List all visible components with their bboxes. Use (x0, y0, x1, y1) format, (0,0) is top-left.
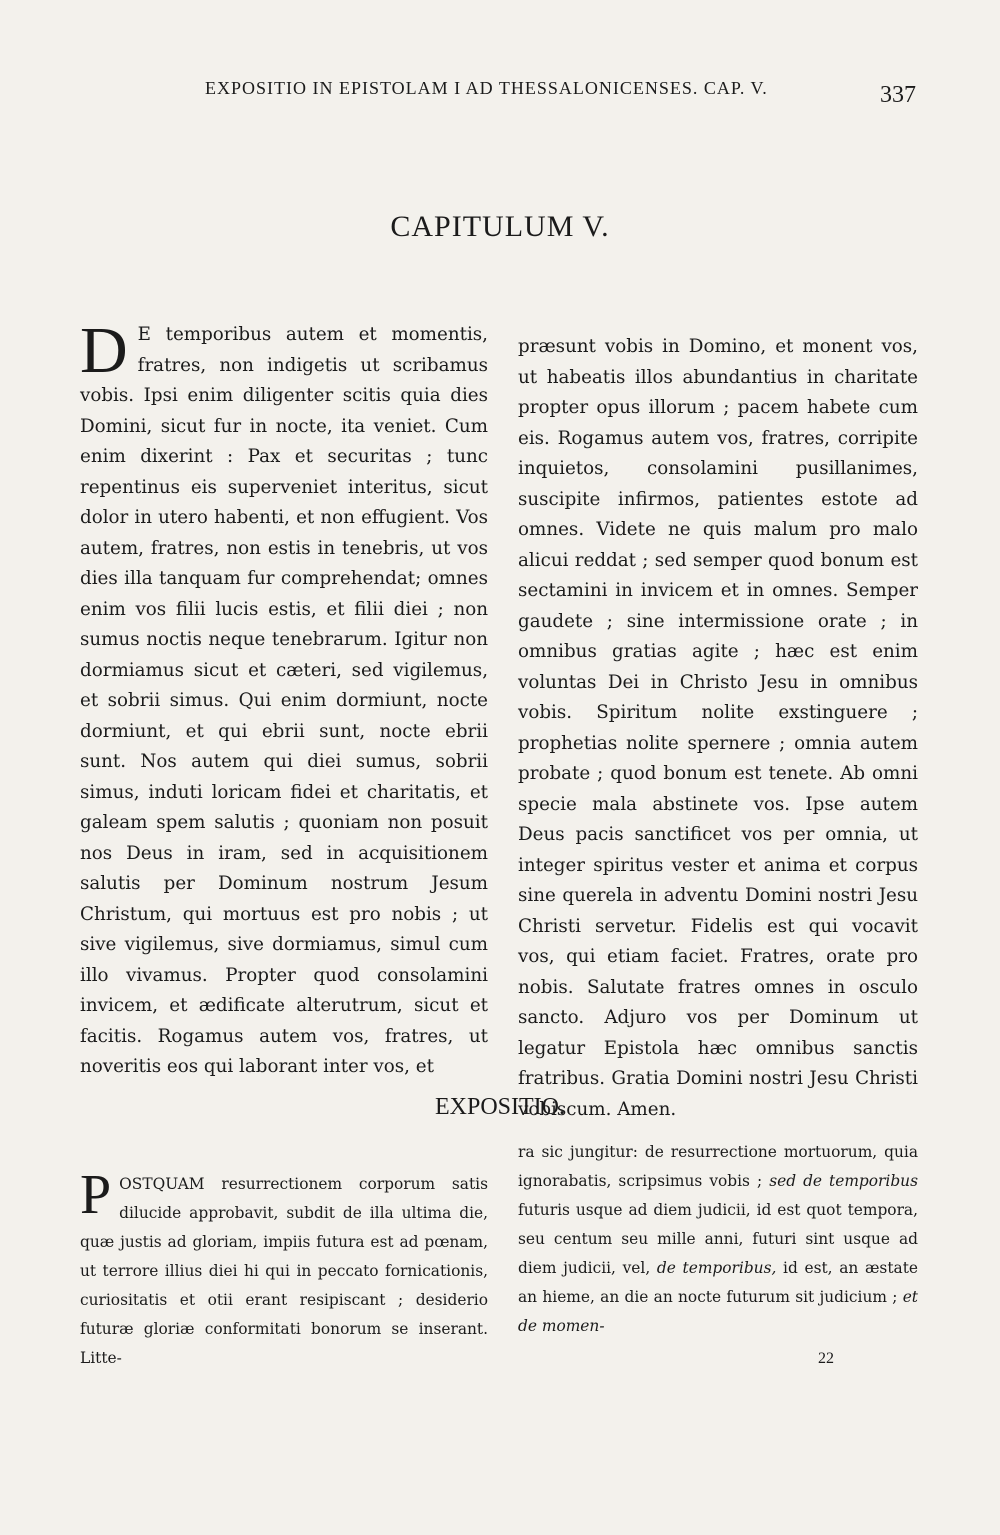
running-head: EXPOSITIO IN EPISTOLAM I AD THESSALONICENSES. CAP. V. (205, 78, 768, 98)
signature-mark: 22 (818, 1350, 834, 1367)
drop-cap-p: P (80, 1164, 112, 1226)
scripture-text-right-column (518, 332, 918, 1125)
scripture-right-text: præsunt vobis in Domino, et monent vos, ut habeatis illos abundantius in charitate propter opus illorum ; pacem habete cum eis. Rogamus autem vos, fratres, corripite inquietos, consolamini pusillanimes, suscipite infirmos, patientes estote ad omnes. Videte ne quis malum pro malo alicui reddat ; sed semper quod bonum est sectamini in invicem et in omnes. Semper gaudete ; sine intermissione orate ; in omnibus gratias agite ; hæc est enim voluntas Dei in Christo Jesu in omnibus vobis. Spiritum nolite exstinguere ; prophetias nolite spernere ; omnia autem probate ; quod bonum est tenete. Ab omni specie mala abstinete vos. Ipse autem Deus pacis sanctificet vos per omnia, ut integer spiritus vester et anima et corpus sine querela in adventu Domini nostri Jesu Christi servetur. Fidelis est qui vocavit vos, qui etiam faciet. Fratres, orate pro nobis. Salutate fratres omnes in osculo sancto. Adjuro vos per Dominum ut legatur Epistola hæc omnibus sanctis fratribus. Gratia Domini nostri Jesu Christi vobiscum. Amen. (518, 336, 918, 1120)
scripture-text-left-column (80, 314, 488, 1083)
exposition-right-column (518, 1138, 918, 1341)
exposition-right-text-2: futuris usque ad diem judicii, id est quot tempora, seu centum seu mille anni, futuri sint usque ad diem judicii, vel, (518, 1201, 918, 1277)
exposition-right-italic-3: et de momen- (518, 1288, 918, 1335)
drop-cap-d: D (80, 314, 128, 387)
scripture-left-text: E temporibus autem et momentis, fratres, non indigetis ut scribamus vobis. Ipsi enim diligenter scitis quia dies Domini, sicut fur in nocte, ita veniet. Cum enim dixerint : Pax et securitas ; tunc repentinus eis superveniet interitus, sicut dolor in utero habenti, et non effugient. Vos autem, fratres, non estis in tenebris, ut vos dies illa tanquam fur comprehendat; omnes enim vos filii lucis estis, et filii diei ; non sumus noctis neque tenebrarum. Igitur non dormiamus sicut et cæteri, sed vigilemus, et sobrii simus. Qui enim dormiunt, nocte dormiunt, et qui ebrii sunt, nocte ebrii sunt. Nos autem qui diei sumus, sobrii simus, induti loricam fidei et charitatis, et galeam spem salutis ; quoniam non posuit nos Deus in iram, sed in acquisitionem salutis per Dominum nostrum Jesum Christum, qui mortuus est pro nobis ; ut sive vigilemus, sive dormiamus, simul cum illo vivamus. Propter quod consolamini invicem, et ædificate alterutrum, sicut et facitis. Rogamus autem vos, fratres, ut noveritis eos qui laborant inter vos, et (80, 324, 488, 1077)
exposition-left-text: OSTQUAM resurrectionem corporum satis dilucide approbavit, subdit de illa ultima die, quæ justis ad gloriam, impiis futura est ad pœnam, ut terrore illius diei hi qui in peccato fornicationis, curiositatis et otii erant resipiscant ; desiderio futuræ gloriæ conformitati bonorum se inserant. Litte- (80, 1175, 488, 1367)
exposition-right-text-1: ra sic jungitur: de resurrectione mortuorum, quia ignorabatis, scripsimus vobis ; (518, 1143, 918, 1190)
exposition-title: EXPOSITIO. (435, 1094, 565, 1120)
exposition-right-text-3: id est, an æstate an hieme, an die an nocte futurum sit judicium ; (518, 1259, 918, 1306)
chapter-title: CAPITULUM V. (390, 210, 610, 243)
page-number: 337 (880, 82, 916, 108)
scripture-paragraph-left (80, 314, 488, 1083)
exposition-right-italic-1: sed de temporibus (769, 1172, 918, 1190)
exposition-paragraph-right (518, 1138, 918, 1341)
exposition-left-column (80, 1164, 488, 1373)
exposition-right-italic-2: de temporibus, (656, 1259, 777, 1277)
exposition-paragraph-left (80, 1164, 488, 1373)
